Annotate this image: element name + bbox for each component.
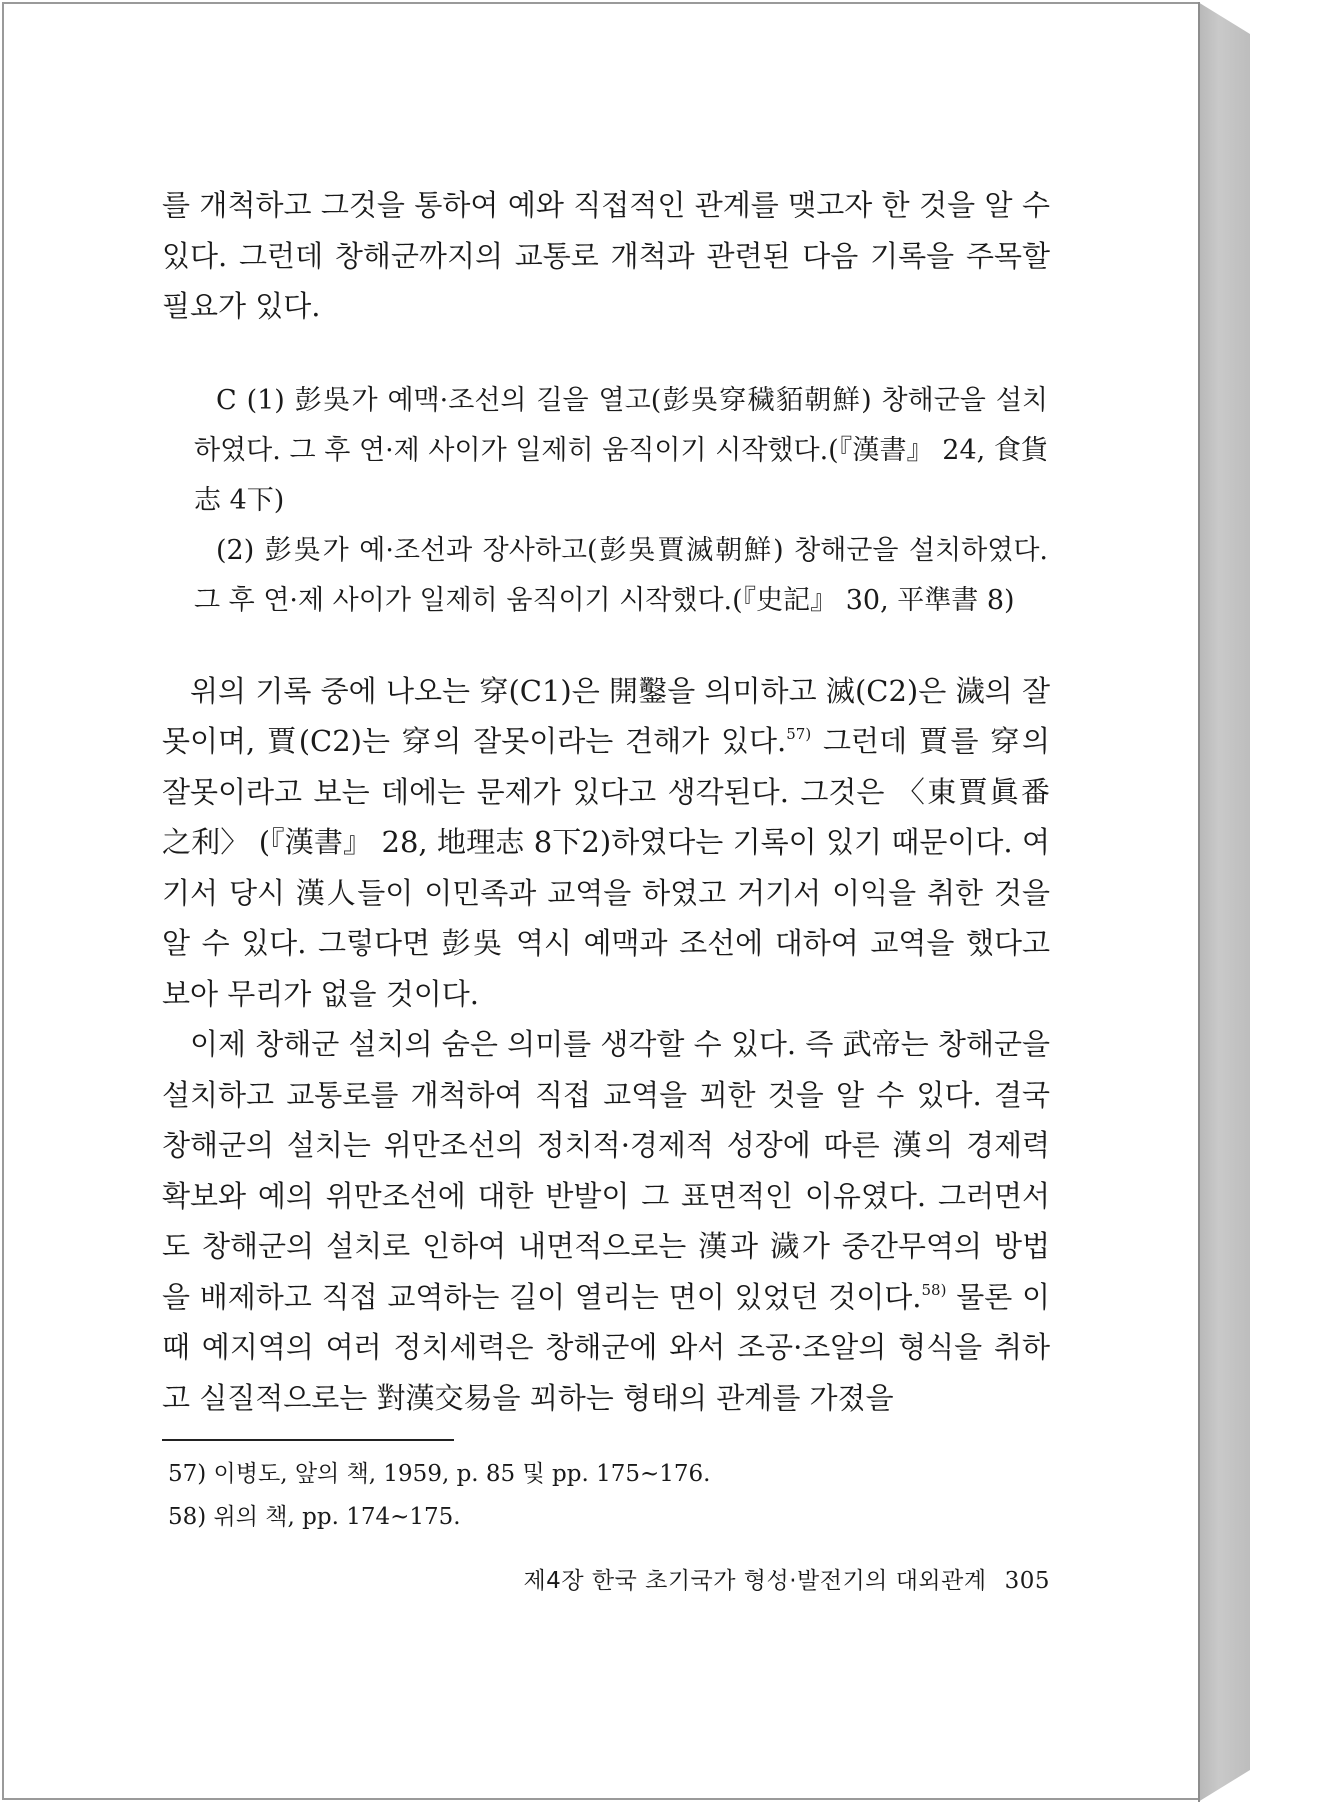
quote-c2: (2) 彭吳가 예·조선과 장사하고(彭吳賈滅朝鮮) 창해군을 설치하였다. 그 후 연·제 사이가 일제히 움직이기 시작했다.(『史記』 30, 平準書 8) [194,534,1048,616]
body-section [162,666,1050,1424]
chapter-title: 제4장 한국 초기국가 형성·발전기의 대외관계 [523,1568,987,1594]
paragraph-2-text-b: 그런데 賈를 穿의 잘못이라고 보는 데에는 문제가 있다고 생각된다. 그것은 〈東賈眞番之利〉 (『漢書』 28, 地理志 8下2)하였다는 기록이 있기 때문이다. 여기서 당시 漢人들이 이민족과 교역을 하였고 거기서 이익을 취한 것을 알 수 있다. 그렇다면 彭吳 역시 예맥과 조선에 대하여 교역을 했다고 보아 무리가 없을 것이다. [162,724,1050,1011]
body-paragraph-continued: 를 개척하고 그것을 통하여 예와 직접적인 관계를 맺고자 한 것을 알 수 있다. 그런데 창해군까지의 교통로 개척과 관련된 다음 기록을 주목할 필요가 있다. [162,188,1050,323]
footnote-ref-57: 57) [786,725,812,743]
body-paragraph-2 [162,666,1050,1020]
quoted-records [194,376,1048,626]
quote-c1: C (1) 彭吳가 예맥·조선의 길을 열고(彭吳穿穢貊朝鮮) 창해군을 설치하였다. 그 후 연·제 사이가 일제히 움직이기 시작했다.(『漢書』 24, 食貨志 4下) [194,384,1048,516]
footnote-ref-58: 58) [921,1280,947,1299]
page-content [162,180,1050,1539]
footnote-57: 57) 이병도, 앞의 책, 1959, p. 85 및 pp. 175~176. [168,1461,711,1487]
paragraph-3-text-a: 이제 창해군 설치의 숨은 의미를 생각할 수 있다. 즉 武帝는 창해군을 설치하고 교통로를 개척하여 직접 교역을 꾀한 것을 알 수 있다. 결국 창해군의 설치는 위만조선의 정치적·경제적 성장에 따른 漢의 경제력 확보와 예의 위만조선에 대한 반발이 그 표면적인 이유였다. 그러면서도 창해군의 설치로 인하여 내면적으로는 漢과 濊가 중간무역의 방법을 배제하고 직접 교역하는 길이 열리는 면이 있었던 것이다. [162,1027,1050,1314]
book-page [2,2,1200,1800]
body-paragraph-3 [162,1019,1050,1423]
page-block-edge [1198,2,1250,1802]
paragraph-2-text-a: 위의 기록 중에 나오는 穿(C1)은 開鑿을 의미하고 滅(C2)은 濊의 잘못이며, 賈(C2)는 穿의 잘못이라는 견해가 있다. [162,673,1050,758]
page-footer [490,1562,1050,1595]
footnote-58: 58) 위의 책, pp. 174~175. [168,1504,461,1530]
page-edge-line [1198,2,1200,1802]
footnote-divider [162,1439,454,1441]
paragraph-3-text-b: 물론 이 때 예지역의 여러 정치세력은 창해군에 와서 조공·조알의 형식을 취하고 실질적으로는 對漢交易을 꾀하는 형태의 관계를 가졌을 [162,1279,1050,1415]
footnotes [168,1453,1050,1539]
page-number: 305 [1004,1568,1050,1594]
